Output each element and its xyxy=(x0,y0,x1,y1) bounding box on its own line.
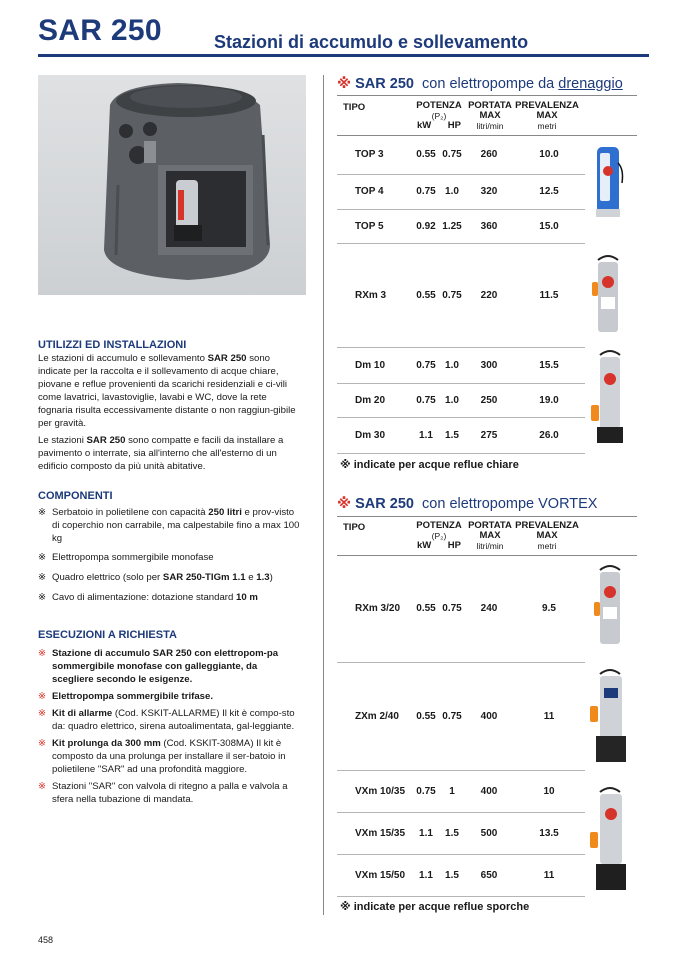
list-item: ※ Elettropompa sommergibile trifase. xyxy=(38,691,213,702)
column-divider xyxy=(323,75,324,915)
page-subtitle: Stazioni di accumulo e sollevamento xyxy=(214,32,529,52)
table2-title: ※ SAR 250 con elettropompe VORTEX xyxy=(337,496,598,512)
utilizzi-heading: UTILIZZI ED INSTALLAZIONI xyxy=(38,339,187,351)
top-pump-image xyxy=(588,143,628,221)
asterism-marker-icon: ※ xyxy=(38,507,47,518)
table1-header-tipo: TIPO xyxy=(343,102,366,113)
table-row: ZXm 2/40 0.55 0.75 400 11 xyxy=(337,662,585,770)
table-row: VXm 15/35 1.1 1.5 500 13.5 xyxy=(337,812,585,854)
list-item: ※ Elettropompa sommergibile monofase xyxy=(38,552,214,563)
list-item: ※ Serbatoio in polietilene con capacità 250 litri e prov-visto di coperchio non carrabile, ma calpestabile fino a max 100 kg xyxy=(38,507,300,544)
table-row: TOP 4 0.75 1.0 320 12.5 xyxy=(337,174,585,209)
asterism-marker-icon: ※ xyxy=(38,781,47,792)
list-item: ※ Cavo di alimentazione: dotazione standard 10 m xyxy=(38,592,258,603)
asterism-marker-icon: ※ xyxy=(38,691,47,702)
table-row: TOP 5 0.92 1.25 360 15.0 xyxy=(337,209,585,243)
utilizzi-paragraph-1: Le stazioni di accumulo e sollevamento SAR 250 sono indicate per la raccolta e il sollevamento di acque chiare, piovane e reflue provenienti da scarichi residenziali e ci-vili come lavatrici, lavastoviglie, lavabi e WC, dove la rete fognaria risulta eccessivamente distante o non raggiun-gibile per gravità. xyxy=(38,353,296,429)
table2-note: ※ indicate per acque reflue sporche xyxy=(340,901,530,913)
table1-header-potenza: POTENZA (P₂) kW HP xyxy=(416,100,462,131)
table2-title-rule xyxy=(337,516,637,517)
table1-header-portata: PORTATA MAX litri/min xyxy=(468,100,512,131)
table2 xyxy=(337,556,585,897)
table2-header-tipo: TIPO xyxy=(343,522,366,533)
table-row: Dm 20 0.75 1.0 250 19.0 xyxy=(337,383,585,417)
asterism-marker-icon: ※ xyxy=(38,648,47,659)
table-row: VXm 15/50 1.1 1.5 650 11 xyxy=(337,854,585,896)
table1-note: ※ indicate per acque reflue chiare xyxy=(340,459,519,471)
sar-250-station-photo xyxy=(38,75,306,295)
table-row: RXm 3/20 0.55 0.75 240 9.5 xyxy=(337,556,585,662)
header-rule xyxy=(38,54,649,57)
zxm-pump-image xyxy=(588,666,632,768)
table-row: Dm 30 1.1 1.5 275 26.0 xyxy=(337,417,585,453)
esecuzioni-heading: ESECUZIONI A RICHIESTA xyxy=(38,629,177,641)
vxm-pump-image xyxy=(588,784,632,894)
table1-header-prevalenza: PREVALENZA MAX metri xyxy=(515,100,579,131)
rxm-vortex-pump-image xyxy=(590,562,630,656)
list-item: ※ Stazione di accumulo SAR 250 con elettropom-pa sommergibile monofase con galleggiante, da scegliere secondo le esigenze. xyxy=(38,648,279,685)
list-item: ※ Stazioni "SAR" con valvola di ritegno a palla e valvola a sfera nella tubazione di mandata. xyxy=(38,781,288,805)
table-row: VXm 10/35 0.75 1 400 10 xyxy=(337,770,585,812)
asterism-marker-icon: ※ xyxy=(38,592,47,603)
asterism-marker-icon: ※ xyxy=(337,496,352,512)
componenti-list xyxy=(38,506,300,604)
esecuzioni-list xyxy=(38,647,300,806)
asterism-marker-icon: ※ xyxy=(38,552,47,563)
asterism-marker-icon: ※ xyxy=(38,738,47,749)
dm-pump-image xyxy=(588,347,632,449)
table-row: TOP 3 0.55 0.75 260 10.0 xyxy=(337,136,585,174)
table-row: Dm 10 0.75 1.0 300 15.5 xyxy=(337,347,585,383)
rxm-pump-image xyxy=(588,252,628,342)
asterism-marker-icon: ※ xyxy=(38,708,47,719)
page-title: SAR 250 xyxy=(38,14,162,47)
asterism-marker-icon: ※ xyxy=(38,572,47,583)
page-number: 458 xyxy=(38,935,54,945)
table1-title-rule xyxy=(337,95,637,96)
table-row: RXm 3 0.55 0.75 220 11.5 xyxy=(337,243,585,347)
table1 xyxy=(337,136,585,454)
asterism-marker-icon: ※ xyxy=(337,76,352,92)
table2-header-portata: PORTATA MAX litri/min xyxy=(468,520,512,551)
utilizzi-paragraph-2: Le stazioni SAR 250 sono compatte e facili da installare a pavimento o interrate, sia all'interno che all'esterno di un edificio composto da più unità abitative. xyxy=(38,435,284,472)
list-item: ※ Kit di allarme (Cod. KSKIT-ALLARME) Il kit è compo-sto da: quadro elettrico, sirena autoalimentata, gal-leggiante. xyxy=(38,708,295,732)
table2-header-potenza: POTENZA (P₂) kW HP xyxy=(416,520,462,551)
list-item: ※ Kit prolunga da 300 mm (Cod. KSKIT-308MA) Il kit è composto da una prolunga per installare il ser-batoio in polietilene "SAR" ad una profondità maggiore. xyxy=(38,738,286,775)
table1-title: ※ SAR 250 con elettropompe da drenaggio xyxy=(337,76,623,92)
list-item: ※ Quadro elettrico (solo per SAR 250-TIGm 1.1 e 1.3) xyxy=(38,572,273,583)
table2-header-prevalenza: PREVALENZA MAX metri xyxy=(515,520,579,551)
componenti-heading: COMPONENTI xyxy=(38,490,113,502)
